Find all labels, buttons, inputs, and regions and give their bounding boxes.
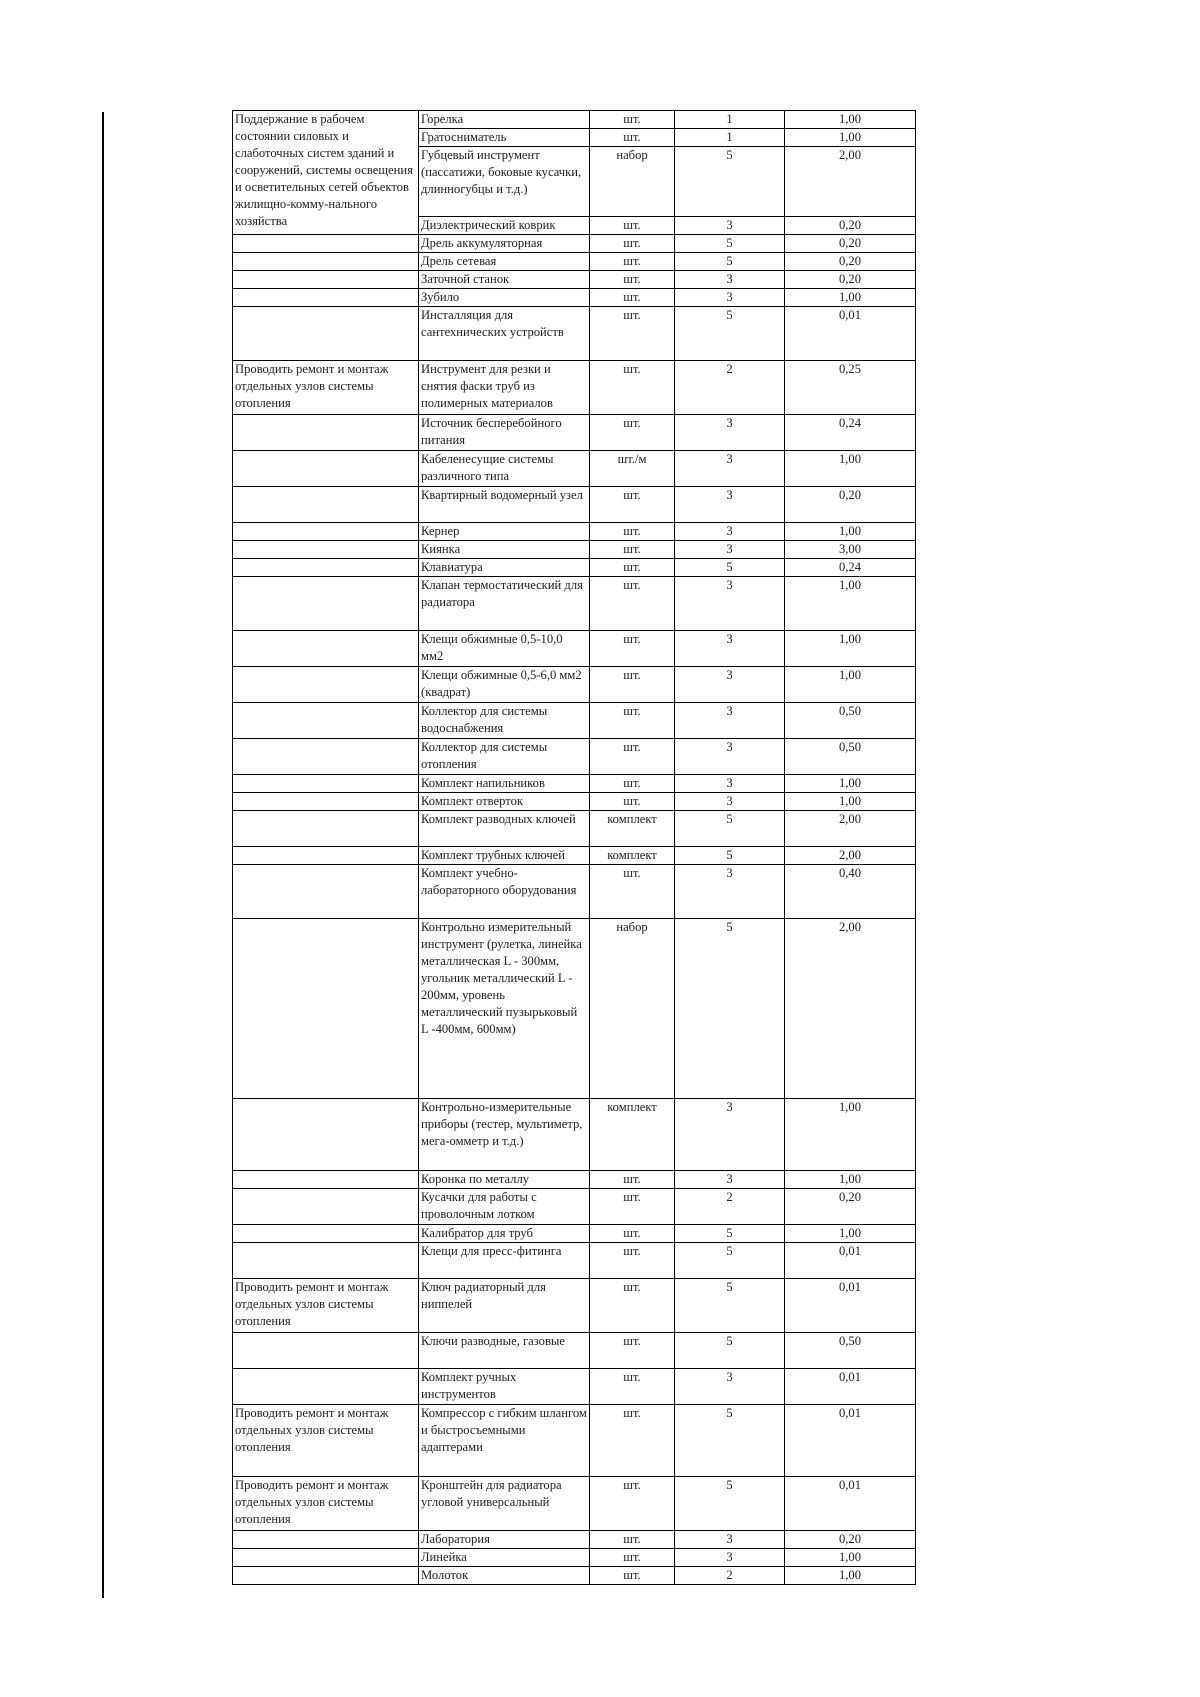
coefficient-cell: 0,50 [785, 1333, 916, 1369]
unit-cell: комплект [590, 1099, 675, 1171]
competency-cell [233, 577, 419, 631]
competency-cell [233, 1567, 419, 1585]
coefficient-cell: 0,20 [785, 271, 916, 289]
quantity-cell: 5 [675, 307, 785, 361]
quantity-cell: 3 [675, 793, 785, 811]
unit-cell: шт. [590, 415, 675, 451]
coefficient-cell: 1,00 [785, 667, 916, 703]
table-row [233, 1369, 916, 1405]
quantity-cell: 3 [675, 775, 785, 793]
unit-cell: шт. [590, 1225, 675, 1243]
coefficient-cell: 2,00 [785, 811, 916, 847]
table-row [233, 847, 916, 865]
quantity-cell: 5 [675, 1225, 785, 1243]
equipment-name-cell: Диэлектрический коврик [419, 217, 590, 235]
equipment-name-cell: Комплект напильников [419, 775, 590, 793]
equipment-name-cell: Дрель сетевая [419, 253, 590, 271]
equipment-name-cell: Комплект ручных инструментов [419, 1369, 590, 1405]
coefficient-cell: 0,20 [785, 235, 916, 253]
competency-cell [233, 253, 419, 271]
table-row [233, 919, 916, 1099]
coefficient-cell: 0,20 [785, 1189, 916, 1225]
equipment-name-cell: Кронштейн для радиатора угловой универсальный [419, 1477, 590, 1531]
table-row [233, 1549, 916, 1567]
coefficient-cell: 1,00 [785, 631, 916, 667]
unit-cell: шт. [590, 271, 675, 289]
unit-cell: шт. [590, 1333, 675, 1369]
table-row [233, 1477, 916, 1531]
competency-cell [233, 289, 419, 307]
equipment-name-cell: Горелка [419, 111, 590, 129]
equipment-name-cell: Клапан термостатический для радиатора [419, 577, 590, 631]
quantity-cell: 3 [675, 217, 785, 235]
competency-cell [233, 775, 419, 793]
coefficient-cell: 1,00 [785, 775, 916, 793]
quantity-cell: 5 [675, 559, 785, 577]
competency-cell [233, 1549, 419, 1567]
equipment-name-cell: Губцевый инструмент (пассатижи, боковые кусачки, длинногубцы и т.д.) [419, 147, 590, 217]
quantity-cell: 5 [675, 1405, 785, 1477]
table-row [233, 541, 916, 559]
quantity-cell: 5 [675, 1477, 785, 1531]
quantity-cell: 2 [675, 1189, 785, 1225]
unit-cell: шт. [590, 865, 675, 919]
quantity-cell: 5 [675, 811, 785, 847]
quantity-cell: 1 [675, 111, 785, 129]
table-row [233, 1531, 916, 1549]
competency-cell [233, 415, 419, 451]
table-row [233, 361, 916, 415]
equipment-name-cell: Лаборатория [419, 1531, 590, 1549]
quantity-cell: 3 [675, 703, 785, 739]
unit-cell: шт. [590, 1171, 675, 1189]
equipment-name-cell: Клещи обжимные 0,5-10,0 мм2 [419, 631, 590, 667]
equipment-name-cell: Контрольно измерительный инструмент (рулетка, линейка металлическая L - 300мм, угольник металлический L - 200мм, уровень металлический пузырьковый L -400мм, 600мм) [419, 919, 590, 1099]
table-row [233, 775, 916, 793]
table-row [233, 1225, 916, 1243]
quantity-cell: 3 [675, 1171, 785, 1189]
equipment-table-body [233, 111, 916, 1585]
competency-cell: Поддержание в рабочем состоянии силовых и слаботочных систем зданий и сооружений, системы освещения и осветительных сетей объектов жилищно-комму-нального хозяйства [233, 111, 419, 235]
equipment-name-cell: Ключи разводные, газовые [419, 1333, 590, 1369]
competency-cell: Проводить ремонт и монтаж отдельных узлов системы отопления [233, 1279, 419, 1333]
quantity-cell: 5 [675, 147, 785, 217]
quantity-cell: 3 [675, 1549, 785, 1567]
quantity-cell: 5 [675, 235, 785, 253]
coefficient-cell: 0,50 [785, 703, 916, 739]
coefficient-cell: 1,00 [785, 451, 916, 487]
table-row [233, 577, 916, 631]
unit-cell: шт. [590, 667, 675, 703]
competency-cell: Проводить ремонт и монтаж отдельных узлов системы отопления [233, 1477, 419, 1531]
coefficient-cell: 0,01 [785, 1279, 916, 1333]
coefficient-cell: 1,00 [785, 289, 916, 307]
coefficient-cell: 0,01 [785, 1243, 916, 1279]
table-row [233, 487, 916, 523]
unit-cell: шт. [590, 487, 675, 523]
quantity-cell: 2 [675, 1567, 785, 1585]
equipment-name-cell: Ключ радиаторный для ниппелей [419, 1279, 590, 1333]
equipment-name-cell: Кабеленесущие системы различного типа [419, 451, 590, 487]
unit-cell: шт. [590, 1189, 675, 1225]
coefficient-cell: 0,01 [785, 1405, 916, 1477]
equipment-name-cell: Клещи для пресс-фитинга [419, 1243, 590, 1279]
competency-cell [233, 235, 419, 253]
quantity-cell: 5 [675, 1333, 785, 1369]
unit-cell: шт. [590, 1279, 675, 1333]
table-row [233, 811, 916, 847]
unit-cell: шт. [590, 541, 675, 559]
unit-cell: шт. [590, 1405, 675, 1477]
quantity-cell: 3 [675, 415, 785, 451]
table-row [233, 667, 916, 703]
table-row [233, 865, 916, 919]
competency-cell [233, 631, 419, 667]
quantity-cell: 1 [675, 129, 785, 147]
competency-cell [233, 1171, 419, 1189]
unit-cell: шт. [590, 793, 675, 811]
equipment-name-cell: Киянка [419, 541, 590, 559]
table-row [233, 271, 916, 289]
table-row [233, 1099, 916, 1171]
coefficient-cell: 1,00 [785, 129, 916, 147]
equipment-name-cell: Инсталляция для сантехнических устройств [419, 307, 590, 361]
table-row [233, 1333, 916, 1369]
table-row [233, 415, 916, 451]
equipment-name-cell: Молоток [419, 1567, 590, 1585]
table-row [233, 793, 916, 811]
equipment-name-cell: Комплект разводных ключей [419, 811, 590, 847]
quantity-cell: 3 [675, 1099, 785, 1171]
coefficient-cell: 0,01 [785, 307, 916, 361]
coefficient-cell: 0,20 [785, 1531, 916, 1549]
competency-cell [233, 1531, 419, 1549]
unit-cell: шт. [590, 1243, 675, 1279]
table-row [233, 253, 916, 271]
coefficient-cell: 2,00 [785, 147, 916, 217]
equipment-name-cell: Клещи обжимные 0,5-6,0 мм2 (квадрат) [419, 667, 590, 703]
coefficient-cell: 1,00 [785, 577, 916, 631]
equipment-name-cell: Заточной станок [419, 271, 590, 289]
coefficient-cell: 0,01 [785, 1369, 916, 1405]
equipment-name-cell: Дрель аккумуляторная [419, 235, 590, 253]
coefficient-cell: 1,00 [785, 111, 916, 129]
unit-cell: набор [590, 919, 675, 1099]
equipment-name-cell: Комплект отверток [419, 793, 590, 811]
equipment-name-cell: Инструмент для резки и снятия фаски труб из полимерных материалов [419, 361, 590, 415]
competency-cell [233, 307, 419, 361]
unit-cell: шт. [590, 559, 675, 577]
table-row [233, 739, 916, 775]
table-row [233, 703, 916, 739]
table-row [233, 1171, 916, 1189]
unit-cell: шт. [590, 1549, 675, 1567]
quantity-cell: 5 [675, 1279, 785, 1333]
table-row [233, 307, 916, 361]
equipment-name-cell: Комплект учебно-лабораторного оборудования [419, 865, 590, 919]
equipment-name-cell: Компрессор с гибким шлангом и быстросъемными адаптерами [419, 1405, 590, 1477]
coefficient-cell: 1,00 [785, 1099, 916, 1171]
coefficient-cell: 0,40 [785, 865, 916, 919]
unit-cell: шт. [590, 1477, 675, 1531]
unit-cell: шт. [590, 1531, 675, 1549]
unit-cell: шт. [590, 1369, 675, 1405]
table-row [233, 451, 916, 487]
unit-cell: шт. [590, 775, 675, 793]
unit-cell: шт. [590, 129, 675, 147]
competency-cell [233, 739, 419, 775]
table-row [233, 1405, 916, 1477]
coefficient-cell: 1,00 [785, 1567, 916, 1585]
competency-cell [233, 487, 419, 523]
unit-cell: шт. [590, 577, 675, 631]
quantity-cell: 5 [675, 1243, 785, 1279]
unit-cell: комплект [590, 811, 675, 847]
unit-cell: шт. [590, 307, 675, 361]
coefficient-cell: 0,24 [785, 559, 916, 577]
quantity-cell: 3 [675, 487, 785, 523]
equipment-name-cell: Калибратор для труб [419, 1225, 590, 1243]
coefficient-cell: 2,00 [785, 919, 916, 1099]
table-row [233, 1189, 916, 1225]
quantity-cell: 3 [675, 667, 785, 703]
table-row [233, 631, 916, 667]
coefficient-cell: 1,00 [785, 1225, 916, 1243]
equipment-name-cell: Кусачки для работы с проволочным лотком [419, 1189, 590, 1225]
coefficient-cell: 1,00 [785, 1171, 916, 1189]
quantity-cell: 3 [675, 289, 785, 307]
unit-cell: шт. [590, 235, 675, 253]
competency-cell [233, 559, 419, 577]
coefficient-cell: 2,00 [785, 847, 916, 865]
table-row [233, 559, 916, 577]
quantity-cell: 5 [675, 847, 785, 865]
competency-cell [233, 919, 419, 1099]
coefficient-cell: 1,00 [785, 1549, 916, 1567]
competency-cell [233, 1189, 419, 1225]
quantity-cell: 5 [675, 253, 785, 271]
coefficient-cell: 0,20 [785, 253, 916, 271]
quantity-cell: 3 [675, 451, 785, 487]
equipment-name-cell: Источник бесперебойного питания [419, 415, 590, 451]
coefficient-cell: 0,20 [785, 487, 916, 523]
equipment-name-cell: Клавиатура [419, 559, 590, 577]
coefficient-cell: 1,00 [785, 523, 916, 541]
equipment-name-cell: Коронка по металлу [419, 1171, 590, 1189]
unit-cell: шт. [590, 217, 675, 235]
equipment-table [232, 110, 916, 1585]
table-row [233, 1243, 916, 1279]
table-row [233, 235, 916, 253]
coefficient-cell: 0,24 [785, 415, 916, 451]
competency-cell [233, 451, 419, 487]
unit-cell: шт. [590, 703, 675, 739]
table-row [233, 1279, 916, 1333]
competency-cell [233, 523, 419, 541]
table-row [233, 523, 916, 541]
competency-cell [233, 1243, 419, 1279]
quantity-cell: 3 [675, 1369, 785, 1405]
competency-cell [233, 1225, 419, 1243]
unit-cell: шт. [590, 523, 675, 541]
equipment-name-cell: Коллектор для системы водоснабжения [419, 703, 590, 739]
competency-cell [233, 847, 419, 865]
competency-cell [233, 865, 419, 919]
unit-cell: шт./м [590, 451, 675, 487]
unit-cell: набор [590, 147, 675, 217]
quantity-cell: 3 [675, 271, 785, 289]
coefficient-cell: 0,20 [785, 217, 916, 235]
left-margin-rule [102, 112, 104, 1598]
competency-cell [233, 793, 419, 811]
quantity-cell: 3 [675, 577, 785, 631]
unit-cell: шт. [590, 631, 675, 667]
quantity-cell: 3 [675, 1531, 785, 1549]
coefficient-cell: 0,25 [785, 361, 916, 415]
equipment-name-cell: Коллектор для системы отопления [419, 739, 590, 775]
quantity-cell: 3 [675, 523, 785, 541]
equipment-name-cell: Контрольно-измерительные приборы (тестер, мультиметр, мега-омметр и т.д.) [419, 1099, 590, 1171]
competency-cell [233, 1099, 419, 1171]
unit-cell: шт. [590, 111, 675, 129]
quantity-cell: 3 [675, 865, 785, 919]
equipment-name-cell: Линейка [419, 1549, 590, 1567]
competency-cell: Проводить ремонт и монтаж отдельных узлов системы отопления [233, 361, 419, 415]
equipment-name-cell: Квартирный водомерный узел [419, 487, 590, 523]
unit-cell: шт. [590, 1567, 675, 1585]
coefficient-cell: 3,00 [785, 541, 916, 559]
coefficient-cell: 1,00 [785, 793, 916, 811]
unit-cell: шт. [590, 361, 675, 415]
unit-cell: шт. [590, 289, 675, 307]
unit-cell: шт. [590, 739, 675, 775]
coefficient-cell: 0,01 [785, 1477, 916, 1531]
competency-cell [233, 541, 419, 559]
unit-cell: комплект [590, 847, 675, 865]
equipment-name-cell: Гратосниматель [419, 129, 590, 147]
competency-cell [233, 667, 419, 703]
quantity-cell: 5 [675, 919, 785, 1099]
table-row [233, 289, 916, 307]
competency-cell [233, 703, 419, 739]
equipment-name-cell: Зубило [419, 289, 590, 307]
quantity-cell: 2 [675, 361, 785, 415]
quantity-cell: 3 [675, 541, 785, 559]
competency-cell [233, 271, 419, 289]
competency-cell [233, 811, 419, 847]
equipment-name-cell: Комплект трубных ключей [419, 847, 590, 865]
unit-cell: шт. [590, 253, 675, 271]
quantity-cell: 3 [675, 631, 785, 667]
table-row [233, 1567, 916, 1585]
competency-cell: Проводить ремонт и монтаж отдельных узлов системы отопления [233, 1405, 419, 1477]
competency-cell [233, 1369, 419, 1405]
table-row [233, 111, 916, 129]
coefficient-cell: 0,50 [785, 739, 916, 775]
quantity-cell: 3 [675, 739, 785, 775]
competency-cell [233, 1333, 419, 1369]
equipment-name-cell: Кернер [419, 523, 590, 541]
